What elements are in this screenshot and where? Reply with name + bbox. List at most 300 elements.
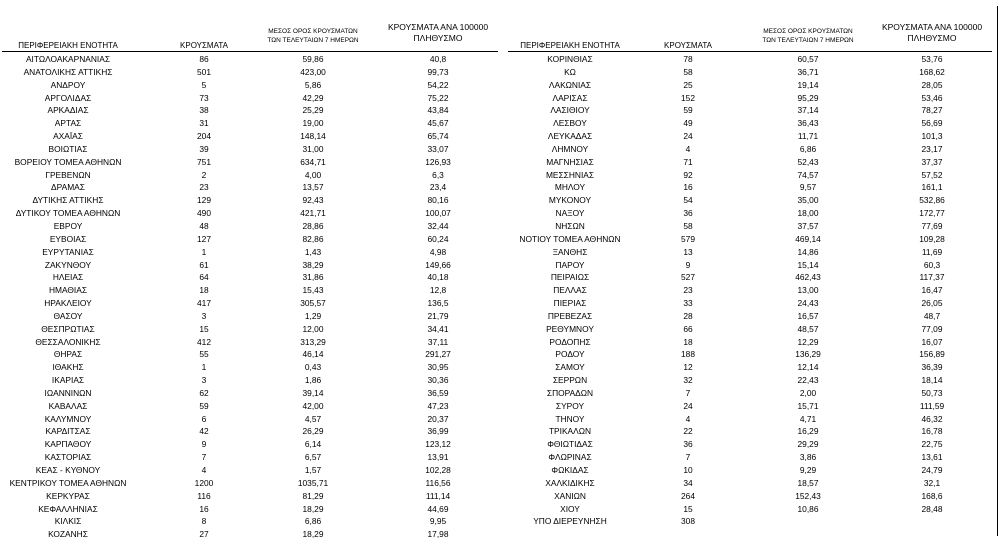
per100k-cell: 149,66 xyxy=(425,259,451,270)
avg-cell: 95,29 xyxy=(797,92,819,103)
per100k-cell: 16,07 xyxy=(921,336,943,347)
cases-cell: 78 xyxy=(683,54,693,64)
region-cell: ΠΕΙΡΑΙΩΣ xyxy=(550,272,590,283)
avg-cell: 12,00 xyxy=(302,323,324,334)
cases-cell: 7 xyxy=(685,452,691,463)
avg-cell: 3,86 xyxy=(799,452,817,463)
cases-cell: 501 xyxy=(197,66,211,77)
per100k-cell: 48,7 xyxy=(923,310,941,321)
avg-cell: 14,86 xyxy=(797,246,819,257)
per100k-cell: 78,27 xyxy=(921,105,943,116)
table-row xyxy=(0,438,500,451)
cases-cell: 116 xyxy=(197,490,211,501)
table-row xyxy=(500,169,997,182)
avg-cell: 39,14 xyxy=(302,387,324,398)
left-header-per100k-line2: ΠΛΗΘΥΣΜΟ xyxy=(413,33,463,43)
cases-cell: 490 xyxy=(197,208,211,219)
avg-cell: 18,29 xyxy=(302,503,324,514)
per100k-cell: 26,05 xyxy=(921,298,943,309)
table-row xyxy=(0,323,500,336)
avg-cell: 13,00 xyxy=(797,285,819,296)
region-cell: ΑΧΑΪΑΣ xyxy=(53,131,83,142)
avg-cell: 18,29 xyxy=(302,529,324,540)
right-header-per100k-line1: ΚΡΟΥΣΜΑΤΑ ΑΝΑ 100000 xyxy=(881,22,983,32)
table-row xyxy=(0,169,500,182)
region-cell: ΒΟΡΕΙΟΥ ΤΟΜΕΑ ΑΘΗΝΩΝ xyxy=(14,156,122,167)
left-header-underline xyxy=(2,51,498,52)
region-cell: ΜΕΣΣΗΝΙΑΣ xyxy=(545,169,595,180)
cases-cell: 9 xyxy=(201,439,207,450)
per100k-cell: 23,17 xyxy=(921,143,943,154)
per100k-cell: 33,07 xyxy=(427,143,449,154)
left-table-body xyxy=(0,53,500,541)
cases-cell: 751 xyxy=(197,156,211,167)
cases-cell: 3 xyxy=(201,375,207,386)
avg-cell: 12,29 xyxy=(797,336,819,347)
table-row xyxy=(500,503,997,516)
table-row xyxy=(500,400,997,413)
region-cell: ΚΙΛΚΙΣ xyxy=(54,516,82,527)
cases-cell: 7 xyxy=(685,387,691,398)
per100k-cell: 36,99 xyxy=(427,426,449,437)
per100k-cell: 54,22 xyxy=(427,79,449,90)
avg-cell: 10,86 xyxy=(797,503,819,514)
cases-cell: 188 xyxy=(681,349,695,360)
table-row xyxy=(0,413,500,426)
per100k-cell: 60,3 xyxy=(923,259,941,270)
region-cell: ΤΡΙΚΑΛΩΝ xyxy=(548,426,592,437)
cases-cell: 58 xyxy=(683,66,693,77)
avg-cell: 74,57 xyxy=(797,169,819,180)
cases-cell: 152 xyxy=(681,92,695,103)
region-cell: ΑΡΓΟΛΙΔΑΣ xyxy=(44,92,92,103)
avg-cell: 24,43 xyxy=(797,298,819,309)
right-table-body xyxy=(500,53,997,528)
cases-cell: 58 xyxy=(683,220,693,231)
avg-cell: 423,00 xyxy=(300,66,326,77)
avg-cell: 35,00 xyxy=(797,195,819,206)
cases-cell: 92 xyxy=(683,169,693,180)
avg-cell: 6,86 xyxy=(799,143,817,154)
region-cell: ΜΑΓΝΗΣΙΑΣ xyxy=(546,156,594,167)
region-cell: ΚΑΣΤΟΡΙΑΣ xyxy=(44,452,92,463)
cases-cell: 15 xyxy=(199,323,209,334)
table-row xyxy=(500,156,997,169)
table-row xyxy=(500,130,997,143)
table-row xyxy=(0,117,500,130)
avg-cell: 305,57 xyxy=(300,298,326,309)
table-row xyxy=(500,284,997,297)
region-cell: ΑΝΔΡΟΥ xyxy=(50,79,86,90)
per100k-cell: 100,07 xyxy=(425,208,451,219)
table-row xyxy=(0,143,500,156)
region-cell: ΧΙΟΥ xyxy=(560,503,580,514)
table-row xyxy=(500,271,997,284)
region-cell: ΙΚΑΡΙΑΣ xyxy=(51,375,85,386)
region-cell: ΔΡΑΜΑΣ xyxy=(51,182,85,193)
avg-cell: 18,00 xyxy=(797,208,819,219)
per100k-cell: 18,14 xyxy=(921,375,943,386)
region-cell: ΚΕΝΤΡΙΚΟΥ ΤΟΜΕΑ ΑΘΗΝΩΝ xyxy=(9,477,127,488)
per100k-cell: 20,37 xyxy=(427,413,449,424)
cases-cell: 12 xyxy=(683,362,693,373)
region-cell: ΛΕΥΚΑΔΑΣ xyxy=(547,131,593,142)
table-row xyxy=(500,323,997,336)
region-cell: ΘΑΣΟΥ xyxy=(53,310,83,321)
cases-cell: 4 xyxy=(201,465,207,475)
avg-cell: 82,86 xyxy=(302,233,324,244)
table-row xyxy=(0,130,500,143)
per100k-cell: 23,4 xyxy=(429,182,447,193)
table-row xyxy=(500,464,997,477)
region-cell: ΛΑΚΩΝΙΑΣ xyxy=(548,79,592,90)
table-row xyxy=(0,297,500,310)
table-row xyxy=(0,336,500,349)
per100k-cell: 136,5 xyxy=(427,298,449,309)
region-cell: ΚΟΡΙΝΘΙΑΣ xyxy=(547,54,593,64)
region-cell: ΚΑΛΥΜΝΟΥ xyxy=(44,413,92,424)
table-row xyxy=(500,336,997,349)
cases-cell: 86 xyxy=(199,54,209,64)
avg-cell: 12,14 xyxy=(797,362,819,373)
cases-cell: 23 xyxy=(199,182,209,193)
avg-cell: 1,86 xyxy=(304,375,322,386)
region-cell: ΕΒΡΟΥ xyxy=(53,220,83,231)
per100k-cell: 53,76 xyxy=(921,54,943,64)
table-row xyxy=(0,79,500,92)
region-cell: ΗΜΑΘΙΑΣ xyxy=(48,285,88,296)
region-cell: ΚΑΡΔΙΤΣΑΣ xyxy=(45,426,91,437)
cases-cell: 54 xyxy=(683,195,693,206)
per100k-cell: 60,24 xyxy=(427,233,449,244)
per100k-cell: 156,89 xyxy=(919,349,945,360)
avg-cell: 18,57 xyxy=(797,477,819,488)
avg-cell: 13,57 xyxy=(302,182,324,193)
cases-cell: 59 xyxy=(199,400,209,411)
region-cell: ΑΙΤΩΛΟΑΚΑΡΝΑΝΙΑΣ xyxy=(25,54,111,64)
per100k-cell: 57,52 xyxy=(921,169,943,180)
cases-cell: 22 xyxy=(683,426,693,437)
region-cell: ΑΝΑΤΟΛΙΚΗΣ ΑΤΤΙΚΗΣ xyxy=(23,66,113,77)
avg-cell: 136,29 xyxy=(795,349,821,360)
table-row xyxy=(500,310,997,323)
per100k-cell: 77,69 xyxy=(921,220,943,231)
per100k-cell: 46,32 xyxy=(921,413,943,424)
avg-cell: 19,00 xyxy=(302,118,324,129)
left-header-avg-line1: ΜΕΣΟΣ ΟΡΟΣ ΚΡΟΥΣΜΑΤΩΝ xyxy=(268,28,358,35)
table-row xyxy=(0,477,500,490)
table-row xyxy=(500,387,997,400)
per100k-cell: 40,8 xyxy=(429,54,447,64)
per100k-cell: 32,44 xyxy=(427,220,449,231)
cases-cell: 6 xyxy=(201,413,207,424)
cases-cell: 36 xyxy=(683,208,693,219)
avg-cell: 38,29 xyxy=(302,259,324,270)
avg-cell: 11,71 xyxy=(797,131,819,142)
avg-cell: 31,86 xyxy=(302,272,324,283)
cases-cell: 15 xyxy=(683,503,693,514)
avg-cell: 59,86 xyxy=(302,54,324,64)
region-cell: ΚΕΦΑΛΛΗΝΙΑΣ xyxy=(38,503,98,514)
avg-cell: 1,29 xyxy=(304,310,322,321)
table-row xyxy=(500,79,997,92)
per100k-cell: 37,11 xyxy=(427,336,449,347)
cases-cell: 28 xyxy=(683,310,693,321)
table-row xyxy=(500,451,997,464)
per100k-cell: 80,16 xyxy=(427,195,449,206)
avg-cell: 2,00 xyxy=(799,387,817,398)
cases-cell: 39 xyxy=(199,143,209,154)
right-header-per100k-line2: ΠΛΗΘΥΣΜΟ xyxy=(907,33,957,43)
region-cell: ΡΕΘΥΜΝΟΥ xyxy=(546,323,594,334)
cases-cell: 1 xyxy=(201,362,207,373)
table-row xyxy=(0,246,500,259)
cases-cell: 4 xyxy=(685,143,691,154)
right-header-per100k xyxy=(872,22,992,44)
region-cell: ΣΠΟΡΑΔΩΝ xyxy=(546,387,594,398)
region-cell: ΧΑΛΚΙΔΙΚΗΣ xyxy=(545,477,595,488)
cases-cell: 18 xyxy=(199,285,209,296)
region-cell: ΜΥΚΟΝΟΥ xyxy=(548,195,592,206)
right-header-avg-line1: ΜΕΣΟΣ ΟΡΟΣ ΚΡΟΥΣΜΑΤΩΝ xyxy=(763,28,853,35)
avg-cell: 16,57 xyxy=(797,310,819,321)
cases-cell: 24 xyxy=(683,131,693,142)
table-right-border xyxy=(997,6,998,536)
cases-cell: 16 xyxy=(199,503,209,514)
cases-cell: 7 xyxy=(201,452,207,463)
table-row xyxy=(500,490,997,503)
table-row xyxy=(500,361,997,374)
table-row xyxy=(0,220,500,233)
cases-cell: 18 xyxy=(683,336,693,347)
region-cell: ΣΕΡΡΩΝ xyxy=(552,375,588,386)
region-cell: ΙΘΑΚΗΣ xyxy=(52,362,84,373)
region-cell: ΧΑΝΙΩΝ xyxy=(554,490,586,501)
cases-cell: 412 xyxy=(197,336,211,347)
avg-cell: 19,14 xyxy=(797,79,819,90)
cases-cell: 579 xyxy=(681,233,695,244)
region-cell: ΡΟΔΟΥ xyxy=(555,349,585,360)
region-cell: ΘΕΣΣΑΛΟΝΙΚΗΣ xyxy=(35,336,101,347)
left-header-per100k xyxy=(378,22,498,44)
avg-cell: 148,14 xyxy=(300,131,326,142)
avg-cell: 462,43 xyxy=(795,272,821,283)
per100k-cell: 28,05 xyxy=(921,79,943,90)
cases-cell: 2 xyxy=(201,169,207,180)
table-row xyxy=(500,92,997,105)
region-cell: ΛΑΡΙΣΑΣ xyxy=(552,92,588,103)
table-row xyxy=(0,361,500,374)
cases-cell: 8 xyxy=(201,516,207,527)
table-row xyxy=(0,515,500,528)
table-row xyxy=(0,194,500,207)
per100k-cell: 12,8 xyxy=(429,285,447,296)
right-header-cases: ΚΡΟΥΣΜΑΤΑ xyxy=(664,41,712,50)
avg-cell: 421,71 xyxy=(300,208,326,219)
avg-cell: 6,86 xyxy=(304,516,322,527)
table-row xyxy=(0,464,500,477)
table-row xyxy=(0,451,500,464)
per100k-cell: 17,98 xyxy=(427,529,449,540)
table-row xyxy=(0,207,500,220)
avg-cell: 1,57 xyxy=(304,465,322,475)
table-row xyxy=(0,233,500,246)
per100k-cell: 56,69 xyxy=(921,118,943,129)
avg-cell: 36,43 xyxy=(797,118,819,129)
avg-cell: 15,14 xyxy=(797,259,819,270)
table-row xyxy=(0,528,500,541)
cases-cell: 31 xyxy=(199,118,209,129)
region-cell: ΠΕΛΛΑΣ xyxy=(553,285,587,296)
region-cell: ΤΗΝΟΥ xyxy=(555,413,585,424)
per100k-cell: 4,98 xyxy=(429,246,447,257)
avg-cell: 42,29 xyxy=(302,92,324,103)
region-cell: ΣΑΜΟΥ xyxy=(555,362,585,373)
table-row xyxy=(0,156,500,169)
table-row xyxy=(500,143,997,156)
region-cell: ΥΠΟ ΔΙΕΡΕΥΝΗΣΗ xyxy=(533,516,607,527)
cases-cell: 71 xyxy=(683,156,693,167)
cases-cell: 27 xyxy=(199,529,209,540)
per100k-cell: 116,56 xyxy=(425,477,451,488)
per100k-cell: 28,48 xyxy=(921,503,943,514)
per100k-cell: 102,28 xyxy=(425,465,451,475)
region-cell: ΠΑΡΟΥ xyxy=(555,259,585,270)
avg-cell: 152,43 xyxy=(795,490,821,501)
right-header-avg xyxy=(754,27,862,45)
region-cell: ΝΟΤΙΟΥ ΤΟΜΕΑ ΑΘΗΝΩΝ xyxy=(519,233,621,244)
cases-cell: 55 xyxy=(199,349,209,360)
avg-cell: 4,71 xyxy=(799,413,817,424)
region-cell: ΑΡΤΑΣ xyxy=(54,118,82,129)
table-row xyxy=(500,53,997,66)
cases-cell: 16 xyxy=(683,182,693,193)
left-header-avg-line2: ΤΩΝ ΤΕΛΕΥΤΑΙΩΝ 7 ΗΜΕΡΩΝ xyxy=(267,37,359,44)
table-row xyxy=(500,207,997,220)
region-cell: ΑΡΚΑΔΙΑΣ xyxy=(47,105,89,116)
avg-cell: 16,29 xyxy=(797,426,819,437)
avg-cell: 46,14 xyxy=(302,349,324,360)
region-cell: ΝΑΞΟΥ xyxy=(555,208,585,219)
cases-cell: 48 xyxy=(199,220,209,231)
table-row xyxy=(500,220,997,233)
table-row xyxy=(500,348,997,361)
avg-cell: 0,43 xyxy=(304,362,322,373)
avg-cell: 48,57 xyxy=(797,323,819,334)
per100k-cell: 99,73 xyxy=(427,66,449,77)
table-row xyxy=(500,413,997,426)
avg-cell: 92,43 xyxy=(302,195,324,206)
region-cell: ΚΕΡΚΥΡΑΣ xyxy=(46,490,90,501)
region-cell: ΘΗΡΑΣ xyxy=(53,349,83,360)
per100k-cell: 117,37 xyxy=(919,272,945,283)
region-cell: ΠΡΕΒΕΖΑΣ xyxy=(547,310,593,321)
avg-cell: 4,57 xyxy=(304,413,322,424)
region-cell: ΞΑΝΘΗΣ xyxy=(552,246,588,257)
cases-cell: 49 xyxy=(683,118,693,129)
region-cell: ΘΕΣΠΡΩΤΙΑΣ xyxy=(41,323,95,334)
cases-cell: 38 xyxy=(199,105,209,116)
per100k-cell: 16,78 xyxy=(921,426,943,437)
left-header-avg xyxy=(258,27,368,45)
per100k-cell: 36,39 xyxy=(921,362,943,373)
avg-cell: 42,00 xyxy=(302,400,324,411)
region-cell: ΦΘΙΩΤΙΔΑΣ xyxy=(547,439,593,450)
per100k-cell: 65,74 xyxy=(427,131,449,142)
table-row xyxy=(0,503,500,516)
cases-cell: 73 xyxy=(199,92,209,103)
cases-cell: 36 xyxy=(683,439,693,450)
cases-cell: 33 xyxy=(683,298,693,309)
per100k-cell: 172,77 xyxy=(919,208,945,219)
per100k-cell: 34,41 xyxy=(427,323,449,334)
table-row xyxy=(0,181,500,194)
table-row xyxy=(500,425,997,438)
region-cell: ΗΛΕΙΑΣ xyxy=(52,272,84,283)
per100k-cell: 101,3 xyxy=(921,131,943,142)
table-row xyxy=(500,117,997,130)
cases-cell: 127 xyxy=(197,233,211,244)
per100k-cell: 168,62 xyxy=(919,66,945,77)
per100k-cell: 40,18 xyxy=(427,272,449,283)
avg-cell: 4,00 xyxy=(304,169,322,180)
table-row xyxy=(500,515,997,528)
region-cell: ΔΥΤΙΚΟΥ ΤΟΜΕΑ ΑΘΗΝΩΝ xyxy=(15,208,121,219)
region-cell: ΚΑΒΑΛΑΣ xyxy=(48,400,88,411)
avg-cell: 28,86 xyxy=(302,220,324,231)
table-row xyxy=(0,271,500,284)
table-row xyxy=(500,297,997,310)
cases-cell: 66 xyxy=(683,323,693,334)
region-cell: ΚΩ xyxy=(564,66,576,77)
cases-cell: 5 xyxy=(201,79,207,90)
region-cell: ΛΑΣΙΘΙΟΥ xyxy=(550,105,590,116)
cases-cell: 59 xyxy=(683,105,693,116)
table-row xyxy=(0,387,500,400)
avg-cell: 25,29 xyxy=(302,105,324,116)
table-row xyxy=(0,310,500,323)
avg-cell: 37,57 xyxy=(797,220,819,231)
region-cell: ΦΩΚΙΔΑΣ xyxy=(551,465,589,475)
avg-cell: 6,14 xyxy=(304,439,322,450)
per100k-cell: 24,79 xyxy=(921,465,943,475)
per100k-cell: 50,73 xyxy=(921,387,943,398)
cases-cell: 4 xyxy=(685,413,691,424)
table-row xyxy=(500,233,997,246)
avg-cell: 313,29 xyxy=(300,336,326,347)
cases-cell: 417 xyxy=(197,298,211,309)
region-cell: ΡΟΔΟΠΗΣ xyxy=(549,336,591,347)
table-row xyxy=(500,259,997,272)
per100k-cell: 36,59 xyxy=(427,387,449,398)
avg-cell: 15,71 xyxy=(797,400,819,411)
per100k-cell: 77,09 xyxy=(921,323,943,334)
avg-cell: 52,43 xyxy=(797,156,819,167)
avg-cell: 9,29 xyxy=(799,465,817,475)
cases-cell: 64 xyxy=(199,272,209,283)
per100k-cell: 30,95 xyxy=(427,362,449,373)
per100k-cell: 13,61 xyxy=(921,452,943,463)
region-cell: ΠΙΕΡΙΑΣ xyxy=(553,298,587,309)
per100k-cell: 32,1 xyxy=(923,477,941,488)
cases-cell: 24 xyxy=(683,400,693,411)
left-header-per100k-line1: ΚΡΟΥΣΜΑΤΑ ΑΝΑ 100000 xyxy=(387,22,489,32)
avg-cell: 6,57 xyxy=(304,452,322,463)
table-row xyxy=(500,438,997,451)
region-cell: ΓΡΕΒΕΝΩΝ xyxy=(45,169,91,180)
right-header-underline xyxy=(508,51,992,52)
per100k-cell: 109,28 xyxy=(919,233,945,244)
